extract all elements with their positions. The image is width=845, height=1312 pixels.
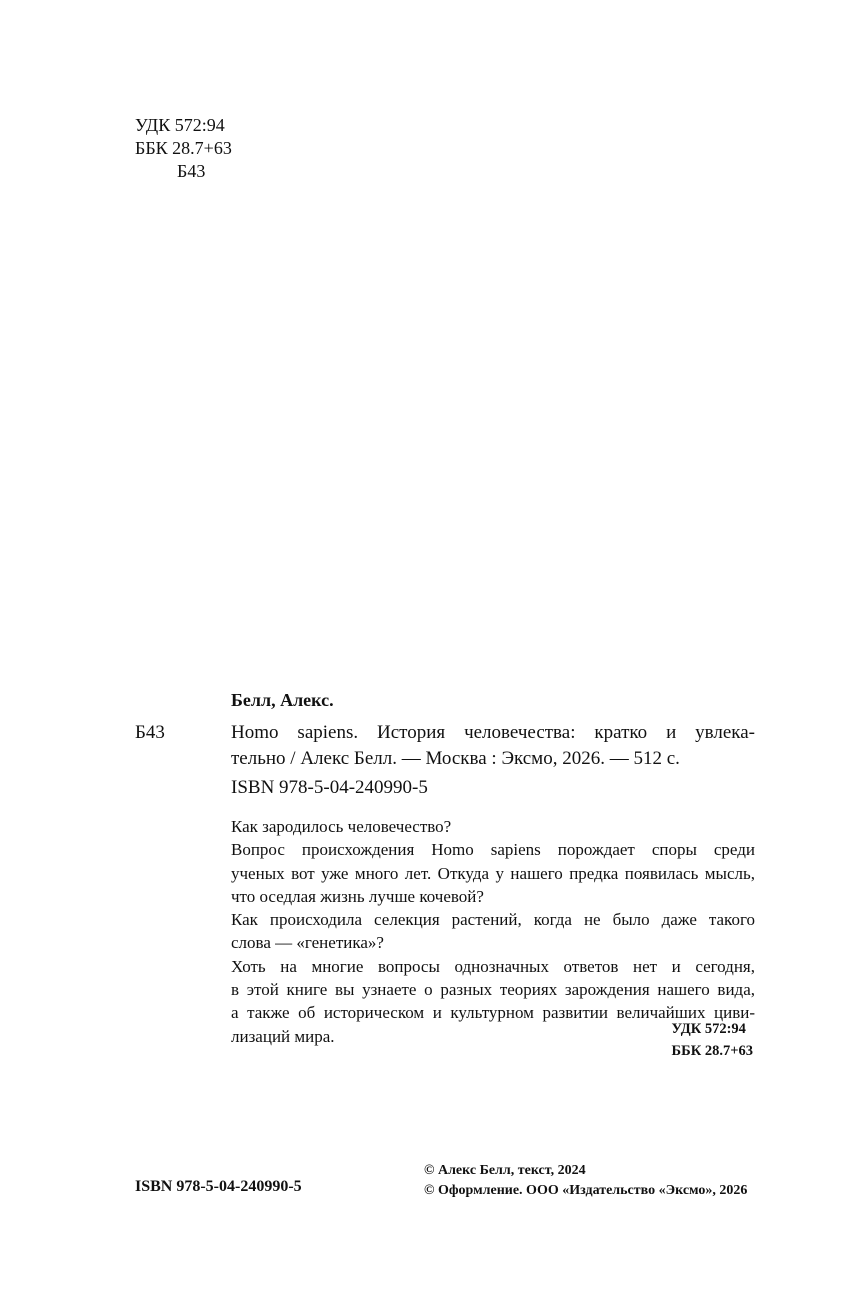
bottom-bbk-code: ББК 28.7+63 bbox=[671, 1043, 753, 1059]
annotation-line: а также об историческом и культурном развитии величайших циви- bbox=[231, 1003, 755, 1023]
annotation-line: ученых вот уже много лет. Откуда у нашего предка появилась мысль, bbox=[231, 863, 755, 883]
annotation-line: лизаций мира. bbox=[231, 1026, 335, 1046]
footer-isbn: ISBN 978-5-04-240990-5 bbox=[135, 1178, 302, 1195]
biblio-line-1: Homo sapiens. История человечества: кратко и увлека- bbox=[231, 722, 755, 743]
biblio-line-2: тельно / Алекс Белл. — Москва : Эксмо, 2026. — 512 с. bbox=[231, 748, 680, 769]
annotation-line: Вопрос происхождения Homo sapiens порождает споры среди bbox=[231, 840, 755, 860]
annotation-line: Как зародилось человечество? bbox=[231, 817, 452, 836]
copyright-block bbox=[424, 1161, 747, 1201]
copyright-text: © Алекс Белл, текст, 2024 bbox=[424, 1163, 586, 1178]
catalog-isbn: ISBN 978-5-04-240990-5 bbox=[231, 777, 428, 798]
top-classification-codes bbox=[135, 114, 232, 183]
catalog-author: Белл, Алекс. bbox=[231, 690, 334, 710]
catalog-author-sign: Б43 bbox=[135, 722, 165, 743]
author-sign-code: Б43 bbox=[177, 161, 206, 181]
annotation-line: слова — «генетика»? bbox=[231, 933, 384, 953]
annotation-line: Хоть на многие вопросы однозначных ответов нет и сегодня, bbox=[231, 956, 755, 976]
bibliographic-description bbox=[231, 720, 755, 772]
bottom-udk-code: УДК 572:94 bbox=[671, 1021, 746, 1037]
annotation-line: Как происходила селекция растений, когда не было даже такого bbox=[231, 910, 755, 930]
annotation-line: в этой книге вы узнаете о разных теориях зарождения нашего вида, bbox=[231, 980, 755, 1000]
bbk-code: ББК 28.7+63 bbox=[135, 138, 232, 158]
bottom-classification-codes bbox=[672, 1018, 753, 1062]
copyright-design: © Оформление. ООО «Издательство «Эксмо», 2026 bbox=[424, 1183, 748, 1198]
annotation bbox=[231, 815, 755, 1048]
annotation-line: что оседлая жизнь лучше кочевой? bbox=[231, 886, 484, 906]
udk-code: УДК 572:94 bbox=[135, 115, 225, 135]
